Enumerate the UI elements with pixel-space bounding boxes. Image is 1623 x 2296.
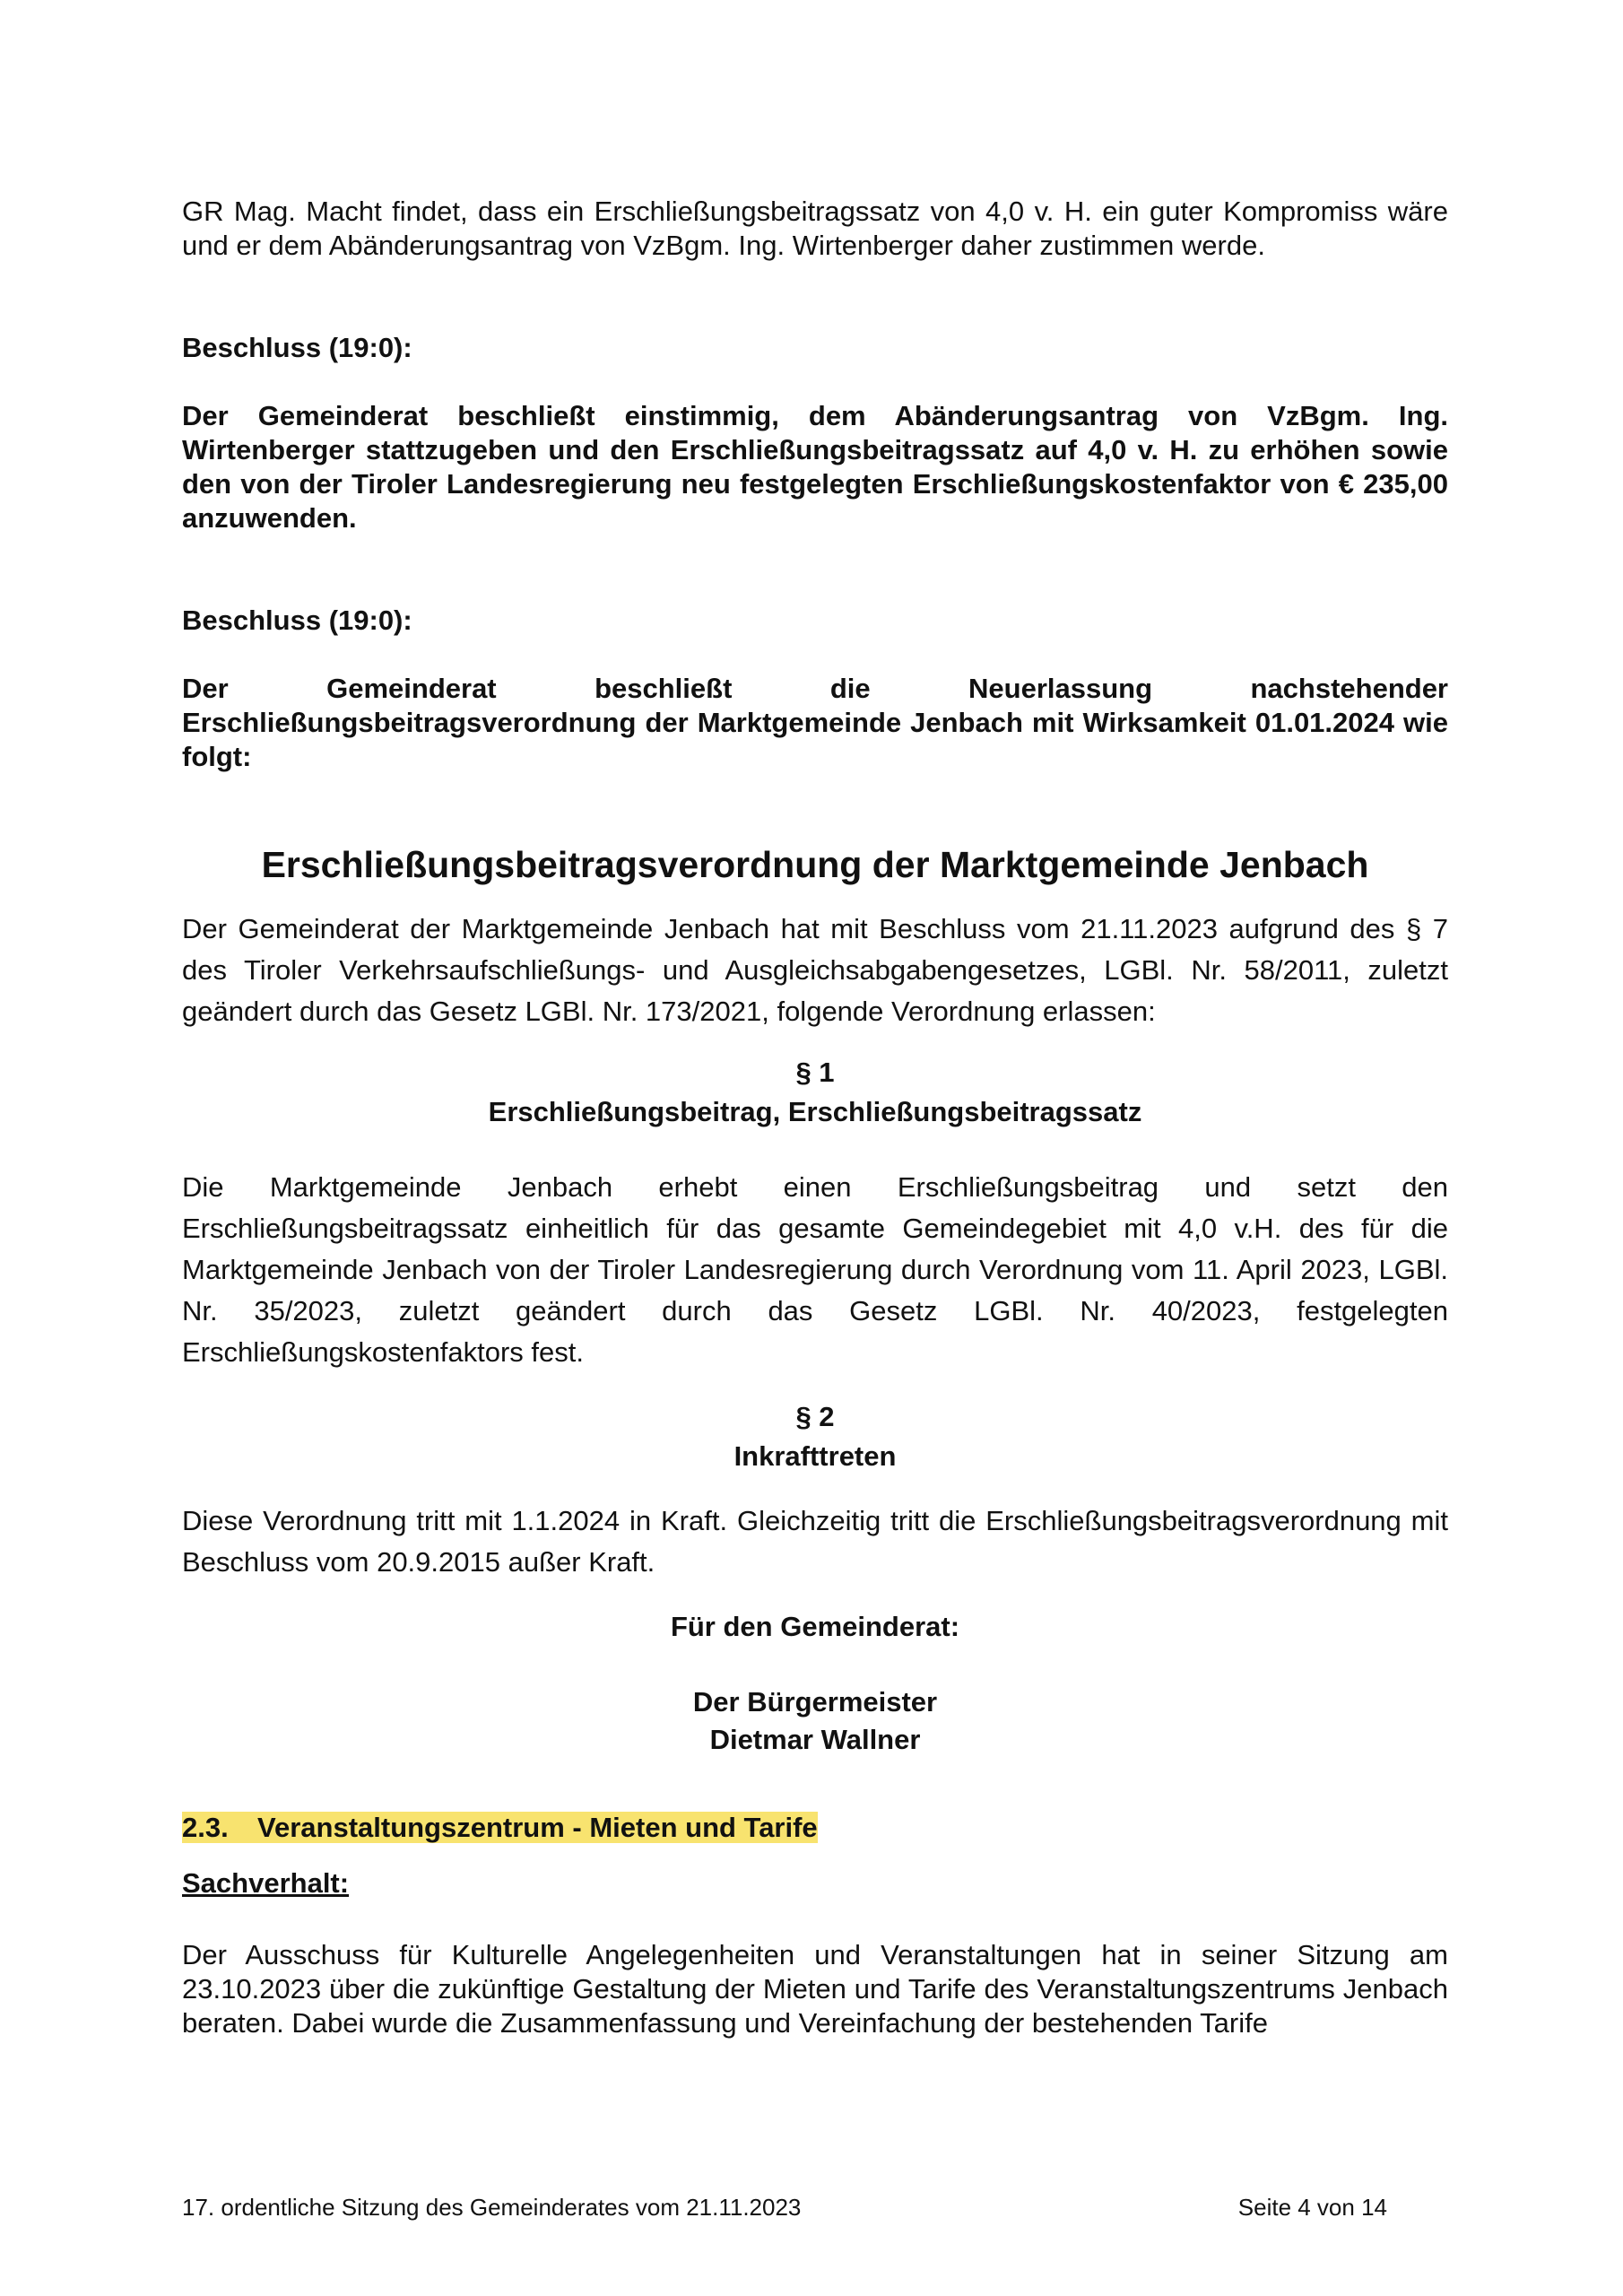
section-2-3-heading [182, 1811, 1448, 1845]
signature-for: Für den Gemeinderat: [670, 1611, 960, 1642]
beschluss-text-1: Der Gemeinderat beschließt einstimmig, dem Abänderungsantrag von VzBgm. Ing. Wirtenberger stattzugeben und den Erschließungsbeitragssatz auf 4,0 v. H. zu erhöhen sowie den von der Tiroler Landesregierung neu festgelegten Erschließungskostenfaktor von € 235,00 anzuwenden. [182, 400, 1448, 534]
section-2-text: Diese Verordnung tritt mit 1.1.2024 in Kraft. Gleichzeitig tritt die Erschließungsbeitragsverordnung mit Beschluss vom 20.9.2015 außer Kraft. [182, 1505, 1448, 1578]
footer-page-number: Seite 4 von 14 [1237, 2194, 1387, 2221]
section-2-3-number: 2.3. [182, 1812, 229, 1843]
page-footer [182, 2193, 1387, 2222]
signature-role: Der Bürgermeister [692, 1686, 938, 1718]
section-1-number: § 1 [795, 1057, 835, 1088]
section-2-heading: Inkrafttreten [733, 1440, 897, 1472]
footer-session-info: 17. ordentliche Sitzung des Gemeinderates vom 21.11.2023 [182, 2194, 802, 2221]
beschluss-text-2: Der Gemeinderat beschließt die Neuerlassung nachstehender Erschließungsbeitragsverordnung der Marktgemeinde Jenbach mit Wirksamkeit 01.01.2024 wie folgt: [182, 673, 1448, 772]
section-1-heading: Erschließungsbeitrag, Erschließungsbeitragssatz [488, 1096, 1142, 1127]
verordnung-title: Erschließungsbeitragsverordnung der Marktgemeinde Jenbach [261, 844, 1369, 885]
paragraph-gr-macht: GR Mag. Macht findet, dass ein Erschließungsbeitragssatz von 4,0 v. H. ein guter Kompromiss wäre und er dem Abänderungsantrag von VzBgm. Ing. Wirtenberger daher zustimmen werde. [182, 196, 1448, 261]
section-2-3-title: Veranstaltungszentrum - Mieten und Tarife [257, 1812, 818, 1843]
section-1-text: Die Marktgemeinde Jenbach erhebt einen Erschließungsbeitrag und setzt den Erschließungsbeitragssatz einheitlich für das gesamte Gemeindegebiet mit 4,0 v.H. des für die Marktgemeinde Jenbach von der Tiroler Landesregierung durch Verordnung vom 11. April 2023, LGBl. Nr. 35/2023, zuletzt geändert durch das Gesetz LGBl. Nr. 40/2023, festgelegten Erschließungskostenfaktors fest. [182, 1171, 1448, 1368]
sachverhalt-text: Der Ausschuss für Kulturelle Angelegenheiten und Veranstaltungen hat in seiner Sitzung am 23.10.2023 über die zukünftige Gestaltung der Mieten und Tarife des Veranstaltungszentrums Jenbach beraten. Dabei wurde die Zusammenfassung und Vereinfachung der bestehenden Tarife [182, 1939, 1448, 2039]
beschluss-label-2: Beschluss (19:0): [182, 604, 412, 636]
section-2-number: § 2 [795, 1401, 835, 1432]
beschluss-label-1: Beschluss (19:0): [182, 332, 412, 363]
sachverhalt-label: Sachverhalt: [182, 1867, 350, 1899]
signature-name: Dietmar Wallner [709, 1724, 921, 1755]
page-content [182, 195, 1448, 2040]
verordnung-intro: Der Gemeinderat der Marktgemeinde Jenbach hat mit Beschluss vom 21.11.2023 aufgrund des § 7 des Tiroler Verkehrsaufschließungs- und Ausgleichsabgabengesetzes, LGBl. Nr. 58/2011, zuletzt geändert durch das Gesetz LGBl. Nr. 173/2021, folgende Verordnung erlassen: [182, 913, 1448, 1027]
